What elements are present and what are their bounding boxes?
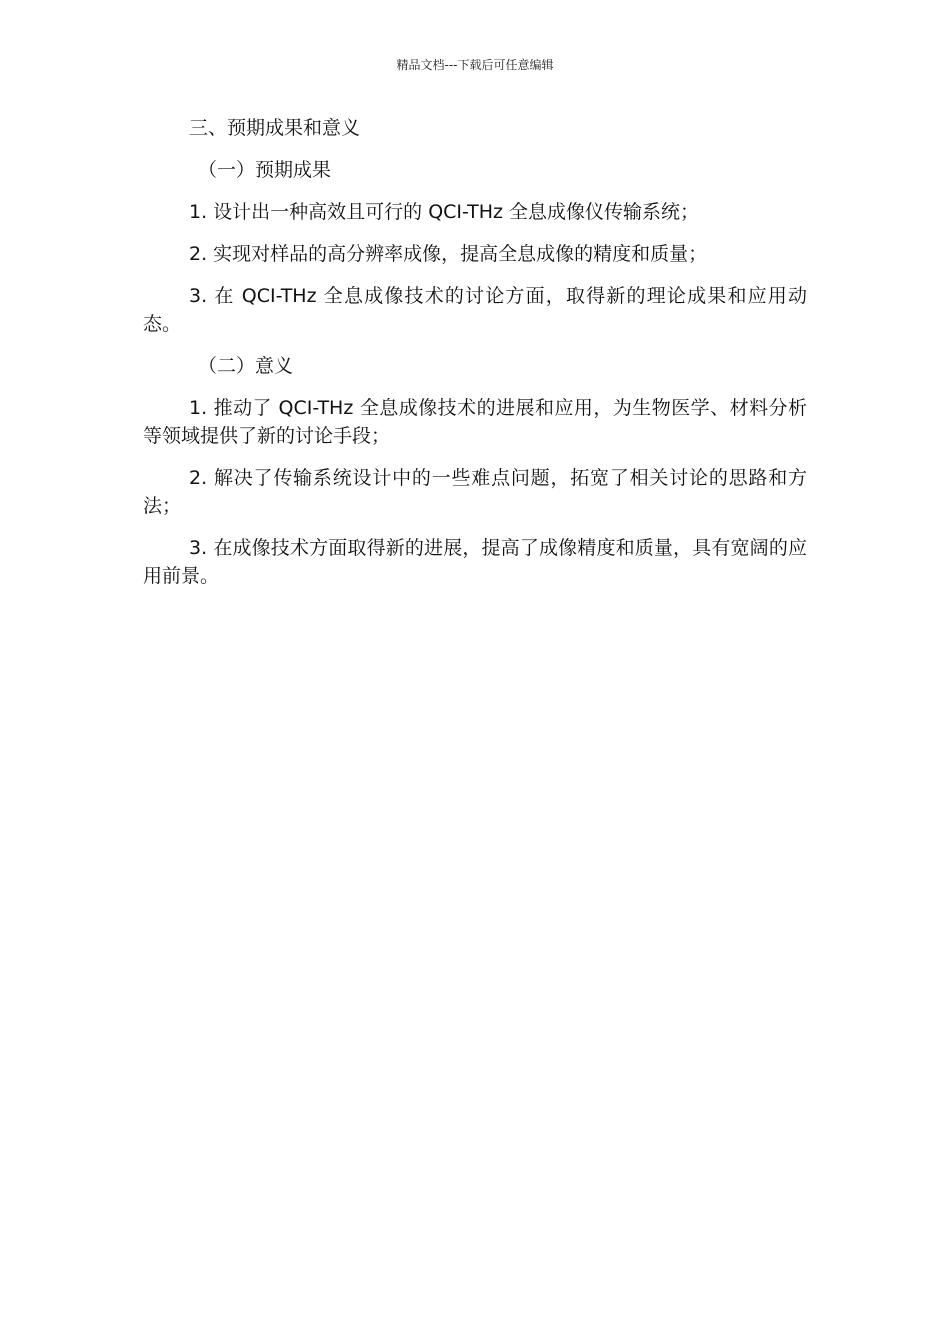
subsection-title-significance: （二）意义 (198, 355, 294, 377)
section-title: 三、预期成果和意义 (189, 117, 361, 139)
significance-item-1: 1. 推动了 QCI-THz 全息成像技术的进展和应用，为生物医学、材料分析等领域提供了新的讨论手段； (143, 397, 807, 447)
result-item-2: 2. 实现对样品的高分辨率成像，提高全息成像的精度和质量； (189, 243, 708, 265)
significance-item-2: 2. 解决了传输系统设计中的一些难点问题，拓宽了相关讨论的思路和方法； (143, 467, 807, 517)
result-item-3: 3. 在 QCI-THz 全息成像技术的讨论方面，取得新的理论成果和应用动态。 (143, 285, 807, 335)
significance-item-3: 3. 在成像技术方面取得新的进展，提高了成像精度和质量，具有宽阔的应用前景。 (143, 537, 807, 587)
subsection-title-results: （一）预期成果 (198, 159, 332, 181)
page-header: 精品文档---下载后可任意编辑 (396, 58, 554, 72)
result-item-1: 1. 设计出一种高效且可行的 QCI-THz 全息成像仪传输系统； (189, 201, 700, 223)
document-body (143, 114, 807, 604)
